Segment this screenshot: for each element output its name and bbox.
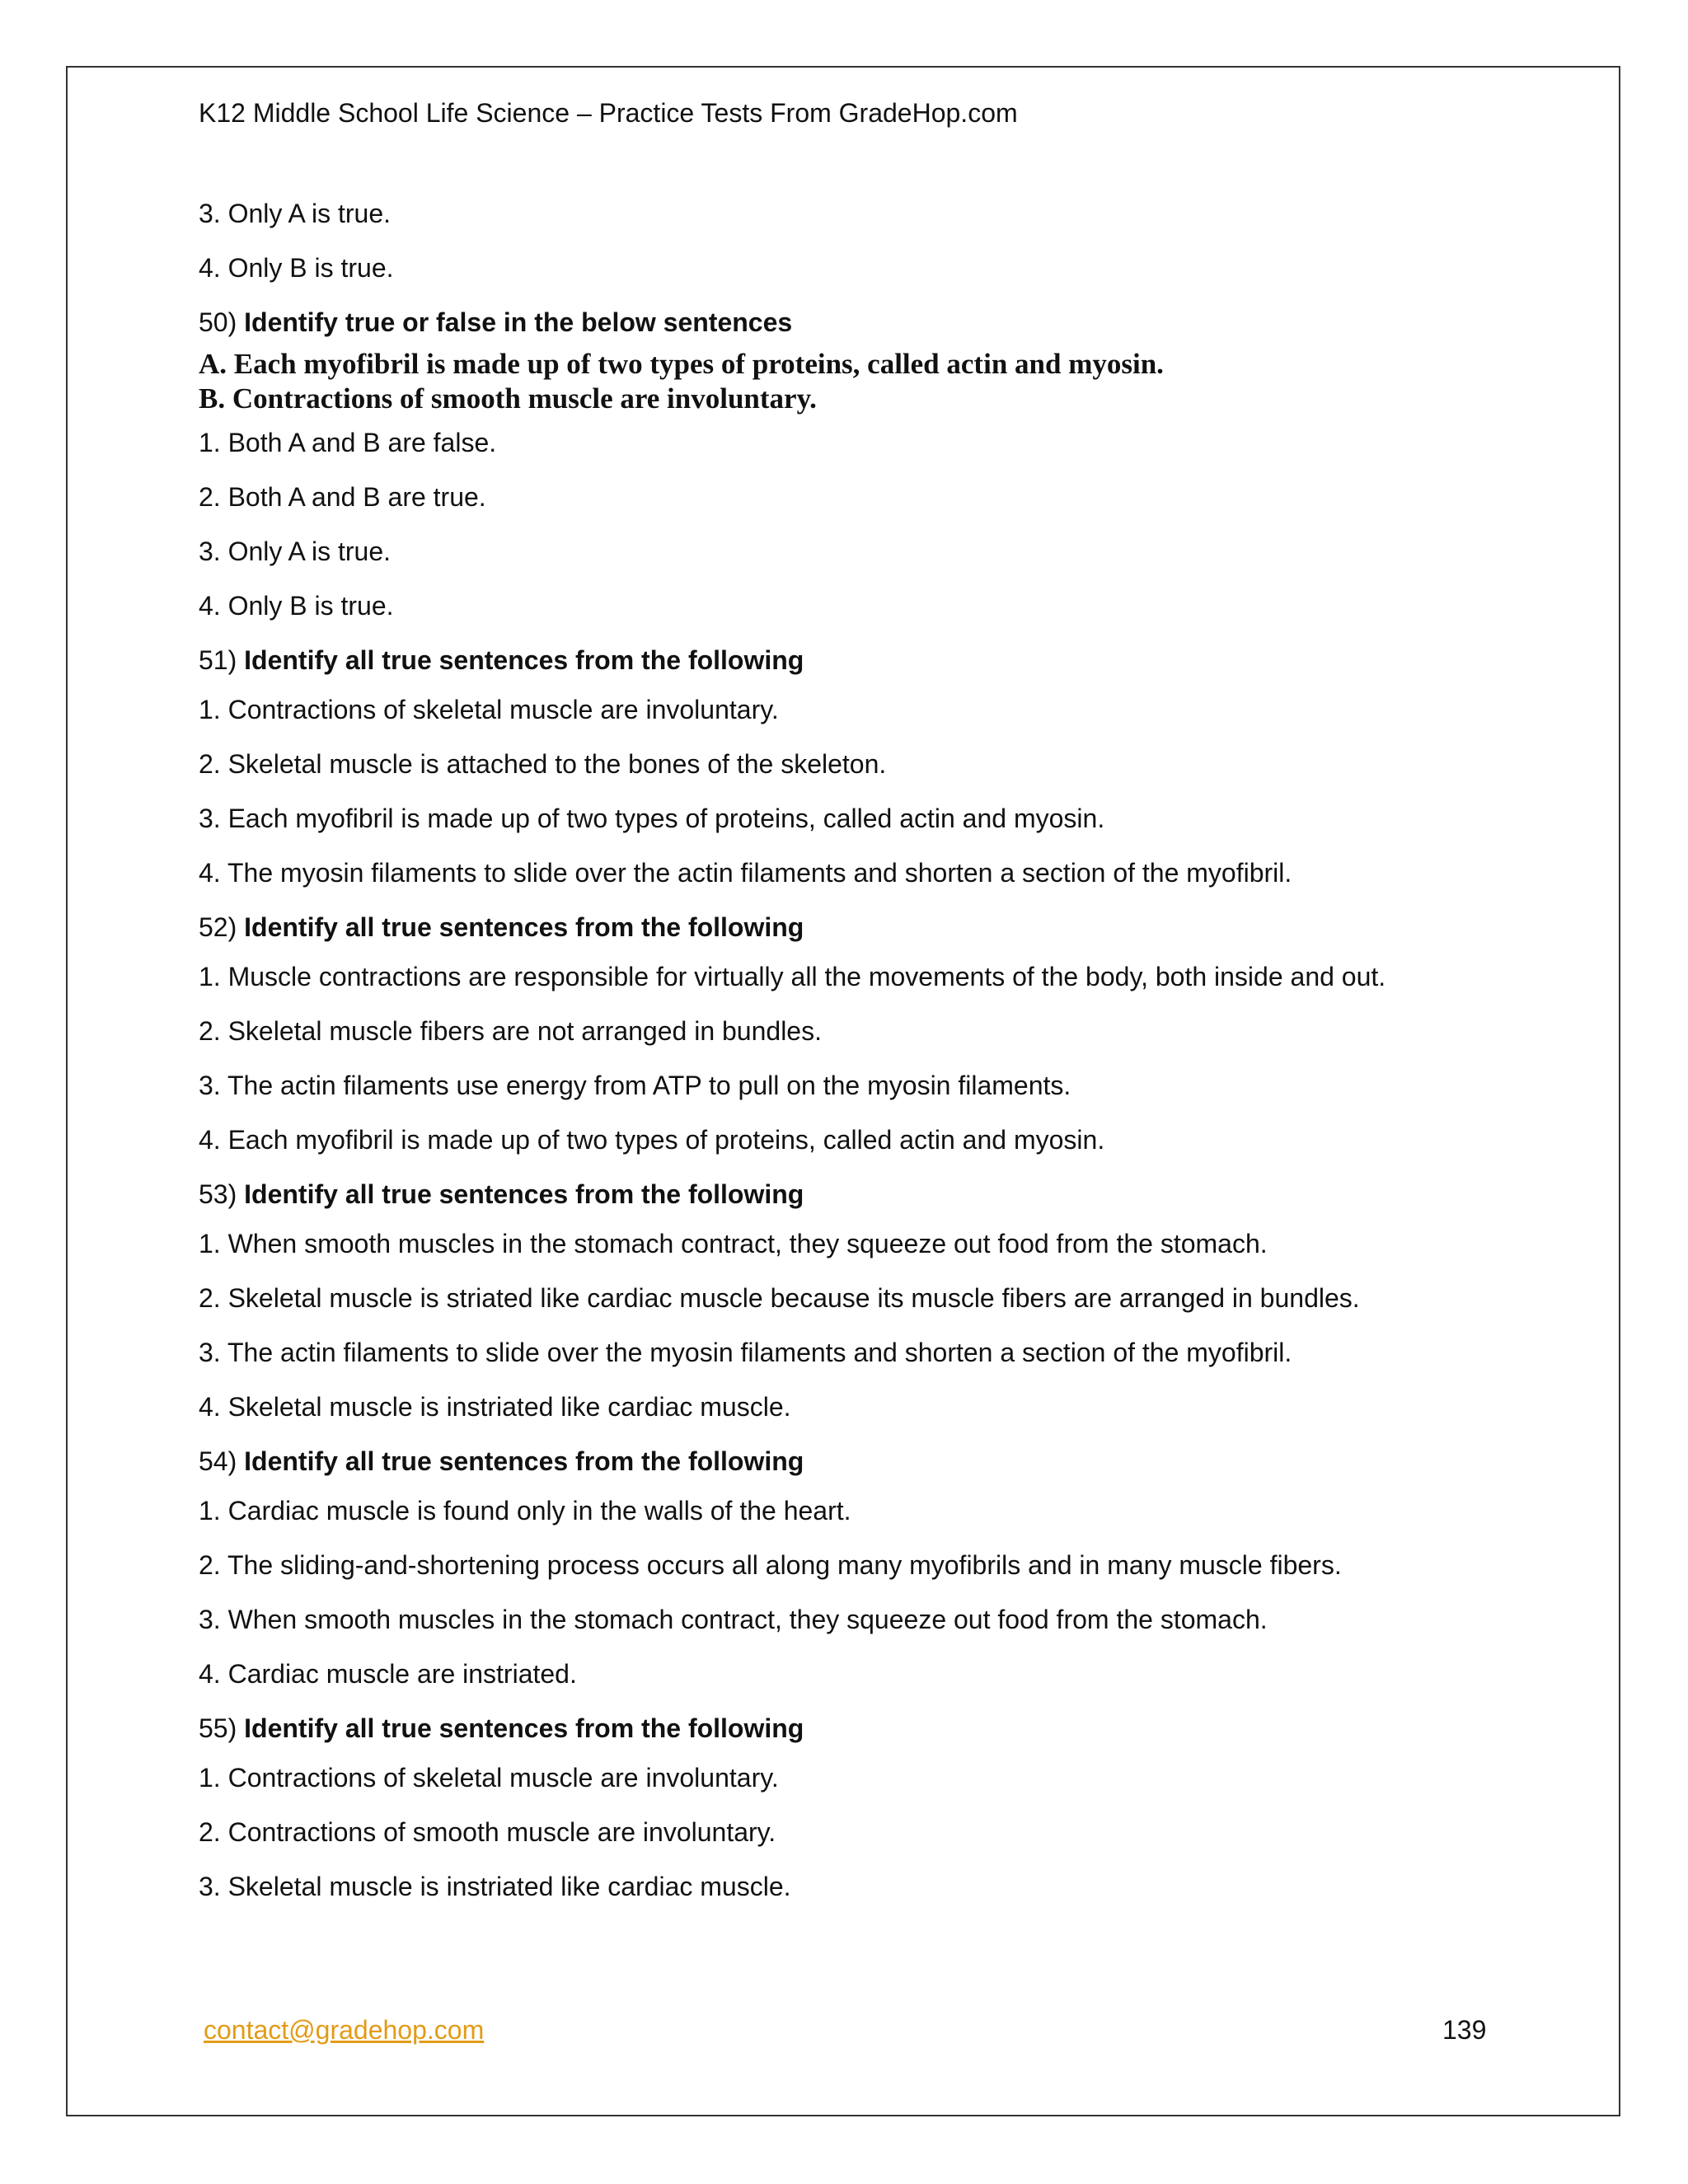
option-line: 1. Contractions of skeletal muscle are involuntary. <box>199 695 779 724</box>
question-number: 55) <box>199 1713 237 1743</box>
question-51 <box>199 642 1484 891</box>
question-title: Identify all true sentences from the following <box>244 1179 804 1209</box>
statement-block <box>199 347 1484 416</box>
option-line: 4. The myosin filaments to slide over the actin filaments and shorten a section of the myofibril. <box>199 858 1292 888</box>
option-line: 4. Only B is true. <box>199 253 394 283</box>
option-line: 1. When smooth muscles in the stomach contract, they squeeze out food from the stomach. <box>199 1229 1268 1258</box>
question-50 <box>199 304 1484 624</box>
page-number: 139 <box>1442 2015 1487 2045</box>
option-line: 3. Only A is true. <box>199 199 391 228</box>
question-heading <box>199 1176 1484 1212</box>
question-number: 52) <box>199 912 237 942</box>
question-number: 50) <box>199 307 237 337</box>
option-line: 2. Skeletal muscle is attached to the bones of the skeleton. <box>199 749 887 779</box>
option-line: 1. Both A and B are false. <box>199 428 497 457</box>
option-line: 3. Skeletal muscle is instriated like cardiac muscle. <box>199 1872 791 1901</box>
option-line: 3. Each myofibril is made up of two types of proteins, called actin and myosin. <box>199 804 1105 833</box>
option-line: 3. The actin filaments to slide over the myosin filaments and shorten a section of the myofibril. <box>199 1338 1292 1367</box>
option-line: 2. Both A and B are true. <box>199 482 486 512</box>
question-55 <box>199 1710 1484 1905</box>
question-number: 54) <box>199 1446 237 1476</box>
option-line: 2. Skeletal muscle is striated like cardiac muscle because its muscle fibers are arranged in bundles. <box>199 1283 1360 1313</box>
option-line: 4. Each myofibril is made up of two types of proteins, called actin and myosin. <box>199 1125 1105 1155</box>
carryover-options <box>199 195 1484 286</box>
question-title: Identify all true sentences from the following <box>244 1713 804 1743</box>
option-line: 1. Cardiac muscle is found only in the walls of the heart. <box>199 1496 851 1526</box>
question-53 <box>199 1176 1484 1425</box>
question-52 <box>199 909 1484 1158</box>
option-line: 4. Only B is true. <box>199 591 394 621</box>
question-heading <box>199 1443 1484 1479</box>
option-line: 4. Skeletal muscle is instriated like cardiac muscle. <box>199 1392 791 1422</box>
question-title: Identify all true sentences from the following <box>244 645 804 675</box>
question-54 <box>199 1443 1484 1692</box>
statement-b: B. Contractions of smooth muscle are involuntary. <box>199 382 817 415</box>
contact-email-link[interactable]: contact@gradehop.com <box>204 2015 485 2045</box>
question-heading <box>199 304 1484 340</box>
option-line: 2. The sliding-and-shortening process occurs all along many myofibrils and in many muscle fibers. <box>199 1550 1342 1580</box>
question-title: Identify all true sentences from the following <box>244 912 804 942</box>
option-line: 3. Only A is true. <box>199 537 391 566</box>
option-line: 3. When smooth muscles in the stomach contract, they squeeze out food from the stomach. <box>199 1605 1268 1634</box>
question-number: 53) <box>199 1179 237 1209</box>
question-title: Identify true or false in the below sentences <box>244 307 793 337</box>
option-line: 1. Muscle contractions are responsible for virtually all the movements of the body, both inside and out. <box>199 962 1386 991</box>
page-content <box>199 95 1484 1923</box>
statement-a: A. Each myofibril is made up of two types of proteins, called actin and myosin. <box>199 348 1164 380</box>
question-number: 51) <box>199 645 237 675</box>
question-title: Identify all true sentences from the following <box>244 1446 804 1476</box>
option-line: 3. The actin filaments use energy from ATP to pull on the myosin filaments. <box>199 1071 1071 1100</box>
option-line: 2. Skeletal muscle fibers are not arranged in bundles. <box>199 1016 822 1046</box>
question-heading <box>199 642 1484 678</box>
option-line: 4. Cardiac muscle are instriated. <box>199 1659 577 1689</box>
page-header: K12 Middle School Life Science – Practice Tests From GradeHop.com <box>199 98 1018 128</box>
question-heading <box>199 1710 1484 1746</box>
option-line: 1. Contractions of skeletal muscle are involuntary. <box>199 1763 779 1793</box>
option-line: 2. Contractions of smooth muscle are involuntary. <box>199 1817 776 1847</box>
question-heading <box>199 909 1484 945</box>
